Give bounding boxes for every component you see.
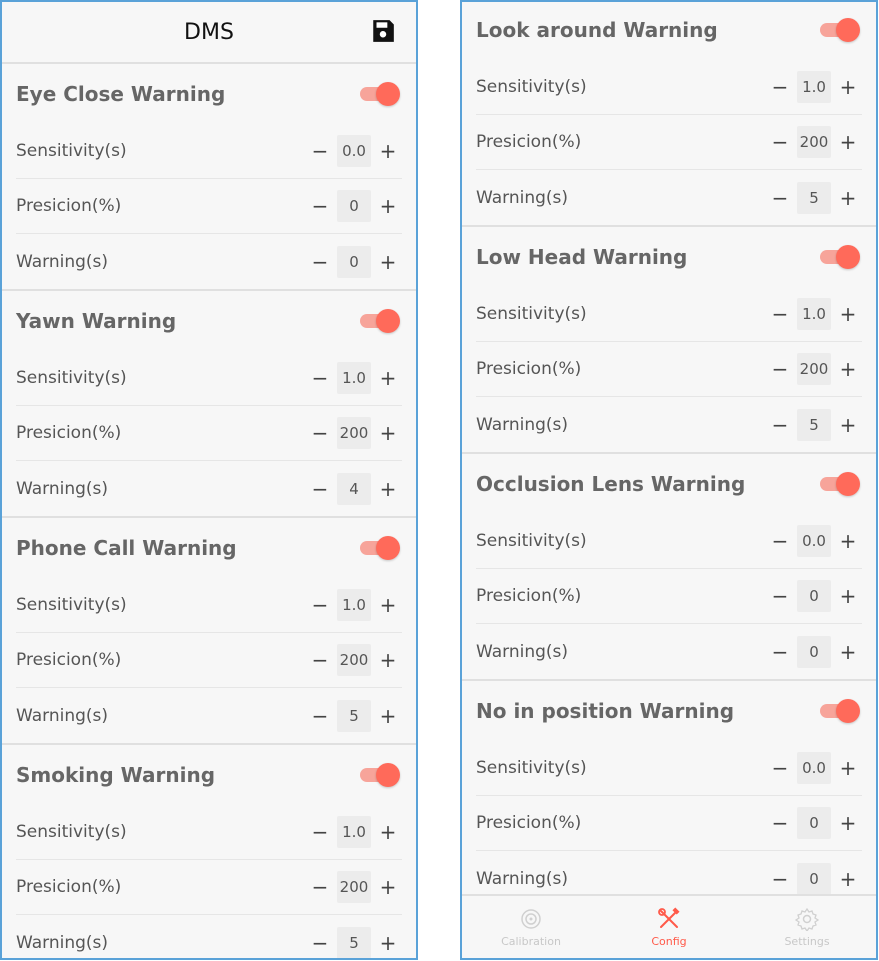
warning-section [2,518,416,745]
increment-button[interactable]: + [379,648,397,672]
decrement-button[interactable]: − [311,366,329,390]
right-screen [460,0,878,960]
warning-row [476,397,862,452]
warning-section [462,0,876,227]
sensitivity-row [476,60,862,115]
decrement-button[interactable]: − [311,703,329,728]
row-label: Sensitivity(s) [16,822,127,842]
row-label: Warning(s) [16,478,109,499]
enable-toggle[interactable] [360,535,398,561]
increment-button[interactable]: + [839,412,857,437]
value-stepper [306,135,402,167]
increment-button[interactable]: + [839,639,857,664]
decrement-button[interactable]: − [311,930,329,955]
section-header [2,291,416,351]
precision-row [16,860,402,915]
tools-icon [657,907,681,931]
value-stepper [766,71,862,103]
precision-row [476,569,862,624]
increment-button[interactable]: + [839,302,857,326]
decrement-button[interactable]: − [771,185,789,210]
decrement-button[interactable]: − [311,820,329,844]
value-stepper [766,752,862,784]
increment-button[interactable]: + [379,249,397,274]
increment-button[interactable]: + [839,866,857,891]
row-label: Presicion(%) [16,877,122,897]
decrement-button[interactable]: − [311,421,329,445]
row-label: Presicion(%) [16,650,122,670]
warning-row [476,624,862,679]
row-label: Sensitivity(s) [16,368,127,388]
row-label: Sensitivity(s) [16,595,127,615]
target-icon [519,907,543,931]
enable-toggle[interactable] [820,17,858,43]
warning-section [2,745,416,960]
section-title: Low Head Warning [476,245,688,269]
warning-value[interactable]: 5 [797,409,831,441]
decrement-button[interactable]: − [311,875,329,899]
tab-label: Config [651,934,687,948]
precision-value[interactable]: 0 [797,580,831,612]
toggle-knob [836,699,860,723]
sensitivity-value[interactable]: 1.0 [797,298,831,330]
decrement-button[interactable]: − [771,357,789,381]
enable-toggle[interactable] [820,698,858,724]
row-label: Sensitivity(s) [476,77,587,97]
value-stepper [766,409,862,441]
row-label: Presicion(%) [476,586,582,606]
value-stepper [766,580,862,612]
toggle-knob [836,18,860,42]
row-label: Presicion(%) [476,132,582,152]
enable-toggle[interactable] [360,762,398,788]
precision-row [476,342,862,397]
section-header [2,745,416,805]
section-header [462,454,876,514]
row-label: Warning(s) [476,187,569,208]
decrement-button[interactable]: − [311,139,329,163]
sensitivity-value[interactable]: 1.0 [337,816,371,848]
tab-calibration[interactable] [462,896,600,958]
sensitivity-row [16,578,402,633]
warning-row [16,915,402,960]
sensitivity-row [476,287,862,342]
decrement-button[interactable]: − [771,130,789,154]
row-label: Warning(s) [476,868,569,889]
section-title: No in position Warning [476,699,735,723]
decrement-button[interactable]: − [771,866,789,891]
sensitivity-value[interactable]: 1.0 [337,589,371,621]
increment-button[interactable]: + [839,130,857,154]
row-label: Sensitivity(s) [476,758,587,778]
decrement-button[interactable]: − [771,302,789,326]
increment-button[interactable]: + [839,75,857,99]
precision-value[interactable]: 200 [337,644,371,676]
warning-section [2,64,416,291]
sensitivity-value[interactable]: 0.0 [337,135,371,167]
enable-toggle[interactable] [820,244,858,270]
value-stepper [306,927,402,959]
settings-list [462,0,876,908]
precision-value[interactable]: 200 [797,353,831,385]
section-title: Yawn Warning [16,309,177,333]
warning-row [476,170,862,225]
section-title: Eye Close Warning [16,82,226,106]
value-stepper [766,182,862,214]
precision-row [16,633,402,688]
section-title: Phone Call Warning [16,536,237,560]
decrement-button[interactable]: − [771,75,789,99]
precision-value[interactable]: 200 [797,126,831,158]
value-stepper [766,525,862,557]
section-header [2,518,416,578]
precision-row [16,179,402,234]
value-stepper [306,246,402,278]
section-title: Smoking Warning [16,763,216,787]
increment-button[interactable]: + [379,421,397,445]
row-label: Sensitivity(s) [16,141,127,161]
decrement-button[interactable]: − [311,593,329,617]
page-title: DMS [184,19,234,45]
sensitivity-row [476,741,862,796]
sensitivity-row [16,805,402,860]
precision-row [16,406,402,461]
section-header [462,227,876,287]
decrement-button[interactable]: − [771,811,789,835]
row-label: Warning(s) [16,251,109,272]
section-title: Look around Warning [476,18,718,42]
sensitivity-value[interactable]: 0.0 [797,752,831,784]
row-label: Sensitivity(s) [476,304,587,324]
sensitivity-row [16,351,402,406]
sensitivity-value[interactable]: 1.0 [337,362,371,394]
precision-value[interactable]: 0 [337,190,371,222]
increment-button[interactable]: + [379,703,397,728]
enable-toggle[interactable] [820,471,858,497]
decrement-button[interactable]: − [311,476,329,501]
row-label: Presicion(%) [16,196,122,216]
increment-button[interactable]: + [839,811,857,835]
sensitivity-row [476,514,862,569]
warning-section [2,291,416,518]
increment-button[interactable]: + [379,194,397,218]
row-label: Presicion(%) [476,813,582,833]
value-stepper [766,863,862,895]
value-stepper [306,417,402,449]
warning-section [462,227,876,454]
warning-value[interactable]: 4 [337,473,371,505]
section-header [462,681,876,741]
value-stepper [766,298,862,330]
decrement-button[interactable]: − [771,529,789,553]
value-stepper [306,190,402,222]
increment-button[interactable]: + [379,593,397,617]
row-label: Presicion(%) [16,423,122,443]
warning-value[interactable]: 0 [797,636,831,668]
precision-value[interactable]: 200 [337,417,371,449]
toggle-knob [836,245,860,269]
row-label: Sensitivity(s) [476,531,587,551]
row-label: Warning(s) [16,932,109,953]
increment-button[interactable]: + [839,357,857,381]
value-stepper [766,353,862,385]
precision-value[interactable]: 0 [797,807,831,839]
warning-row [16,688,402,743]
settings-list [2,64,416,960]
gear-icon [795,907,819,931]
decrement-button[interactable]: − [771,756,789,780]
row-label: Warning(s) [476,641,569,662]
precision-value[interactable]: 200 [337,871,371,903]
decrement-button[interactable]: − [771,639,789,664]
increment-button[interactable]: + [839,584,857,608]
sensitivity-row [16,124,402,179]
toggle-knob [836,472,860,496]
warning-row [16,461,402,516]
increment-button[interactable]: + [839,756,857,780]
toggle-knob [376,763,400,787]
decrement-button[interactable]: − [311,249,329,274]
increment-button[interactable]: + [379,139,397,163]
bottom-tab-bar [462,894,876,958]
warning-value[interactable]: 5 [797,182,831,214]
value-stepper [306,816,402,848]
section-title: Occlusion Lens Warning [476,472,746,496]
precision-row [476,115,862,170]
tab-label: Settings [784,934,830,948]
value-stepper [766,636,862,668]
row-label: Warning(s) [476,414,569,435]
row-label: Presicion(%) [476,359,582,379]
top-bar [2,2,416,64]
decrement-button[interactable]: − [311,194,329,218]
warning-value[interactable]: 5 [337,927,371,959]
left-screen [0,0,418,960]
warning-value[interactable]: 0 [337,246,371,278]
warning-value[interactable]: 5 [337,700,371,732]
row-label: Warning(s) [16,705,109,726]
toggle-knob [376,82,400,106]
decrement-button[interactable]: − [771,412,789,437]
tab-label: Calibration [501,934,561,948]
warning-row [16,234,402,289]
decrement-button[interactable]: − [311,648,329,672]
toggle-knob [376,536,400,560]
enable-toggle[interactable] [360,308,398,334]
save-icon[interactable] [370,18,396,44]
tab-settings[interactable] [738,896,876,958]
value-stepper [306,362,402,394]
increment-button[interactable]: + [839,529,857,553]
sensitivity-value[interactable]: 0.0 [797,525,831,557]
value-stepper [306,871,402,903]
toggle-knob [376,309,400,333]
sensitivity-value[interactable]: 1.0 [797,71,831,103]
increment-button[interactable]: + [379,875,397,899]
value-stepper [306,700,402,732]
section-header [2,64,416,124]
increment-button[interactable]: + [379,820,397,844]
value-stepper [306,473,402,505]
section-header [462,0,876,60]
warning-section [462,454,876,681]
enable-toggle[interactable] [360,81,398,107]
precision-row [476,796,862,851]
warning-value[interactable]: 0 [797,863,831,895]
value-stepper [766,807,862,839]
decrement-button[interactable]: − [771,584,789,608]
increment-button[interactable]: + [379,476,397,501]
warning-section [462,681,876,908]
increment-button[interactable]: + [379,930,397,955]
value-stepper [306,644,402,676]
increment-button[interactable]: + [379,366,397,390]
increment-button[interactable]: + [839,185,857,210]
value-stepper [766,126,862,158]
value-stepper [306,589,402,621]
tab-config[interactable] [600,896,738,958]
